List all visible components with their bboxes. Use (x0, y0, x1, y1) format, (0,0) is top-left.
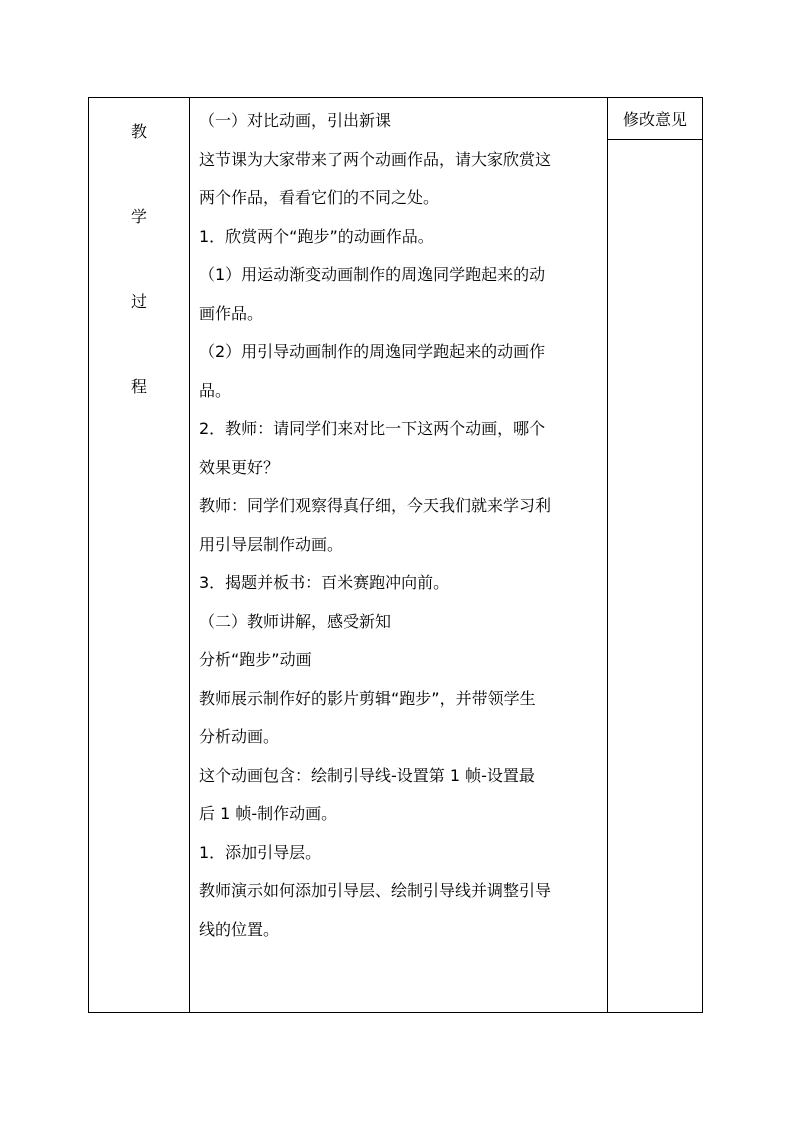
content-line: 这节课为大家带来了两个动画作品，请大家欣赏这 (199, 149, 552, 169)
stage-label-char: 教 (130, 122, 147, 141)
content-line: 教师：同学们观察得真仔细，今天我们就来学习利 (199, 496, 552, 515)
stage-label-cell (89, 98, 190, 1013)
stage-label-char: 过 (130, 292, 147, 311)
content-line: 画作品。 (199, 303, 264, 323)
content-line: 1．添加引导层。 (199, 842, 322, 862)
stage-label (89, 116, 189, 403)
table-row (89, 98, 703, 1013)
content-line: 3．揭题并板书：百米赛跑冲向前。 (199, 573, 450, 592)
stage-label-char: 程 (130, 377, 147, 396)
content-line: 线的位置。 (199, 919, 280, 939)
content-cell (190, 98, 608, 1013)
content-line: （二）教师讲解，感受新知 (199, 611, 392, 631)
content-line: 这个动画包含：绘制引导线-设置第 1 帧-设置最 (199, 765, 535, 785)
content-line: 分析“跑步”动画 (199, 650, 312, 669)
content-line: （2）用引导动画制作的周逸同学跑起来的动画作 (199, 342, 546, 361)
content-line: 分析动画。 (199, 727, 280, 746)
content-line: （一）对比动画，引出新课 (199, 111, 392, 130)
remarks-header-label: 修改意见 (622, 110, 687, 129)
lesson-content (190, 98, 607, 949)
content-line: 2．教师：请同学们来对比一下这两个动画，哪个 (199, 419, 546, 438)
remarks-header (608, 98, 702, 140)
content-line: 效果更好？ (199, 457, 280, 477)
content-line: 用引导层制作动画。 (199, 534, 344, 554)
content-line: 品。 (199, 380, 232, 400)
content-line: 1．欣赏两个“跑步”的动画作品。 (199, 226, 434, 246)
content-line: 教师演示如何添加引导层、绘制引导线并调整引导 (199, 881, 552, 900)
lesson-plan-table (88, 97, 703, 1013)
remarks-cell (608, 98, 703, 1013)
content-line: （1）用运动渐变动画制作的周逸同学跑起来的动 (199, 265, 546, 284)
stage-label-char: 学 (130, 207, 147, 226)
content-line: 两个作品，看看它们的不同之处。 (199, 188, 440, 207)
content-line: 教师展示制作好的影片剪辑“跑步”，并带领学生 (199, 688, 536, 708)
content-line: 后 1 帧-制作动画。 (199, 804, 338, 823)
